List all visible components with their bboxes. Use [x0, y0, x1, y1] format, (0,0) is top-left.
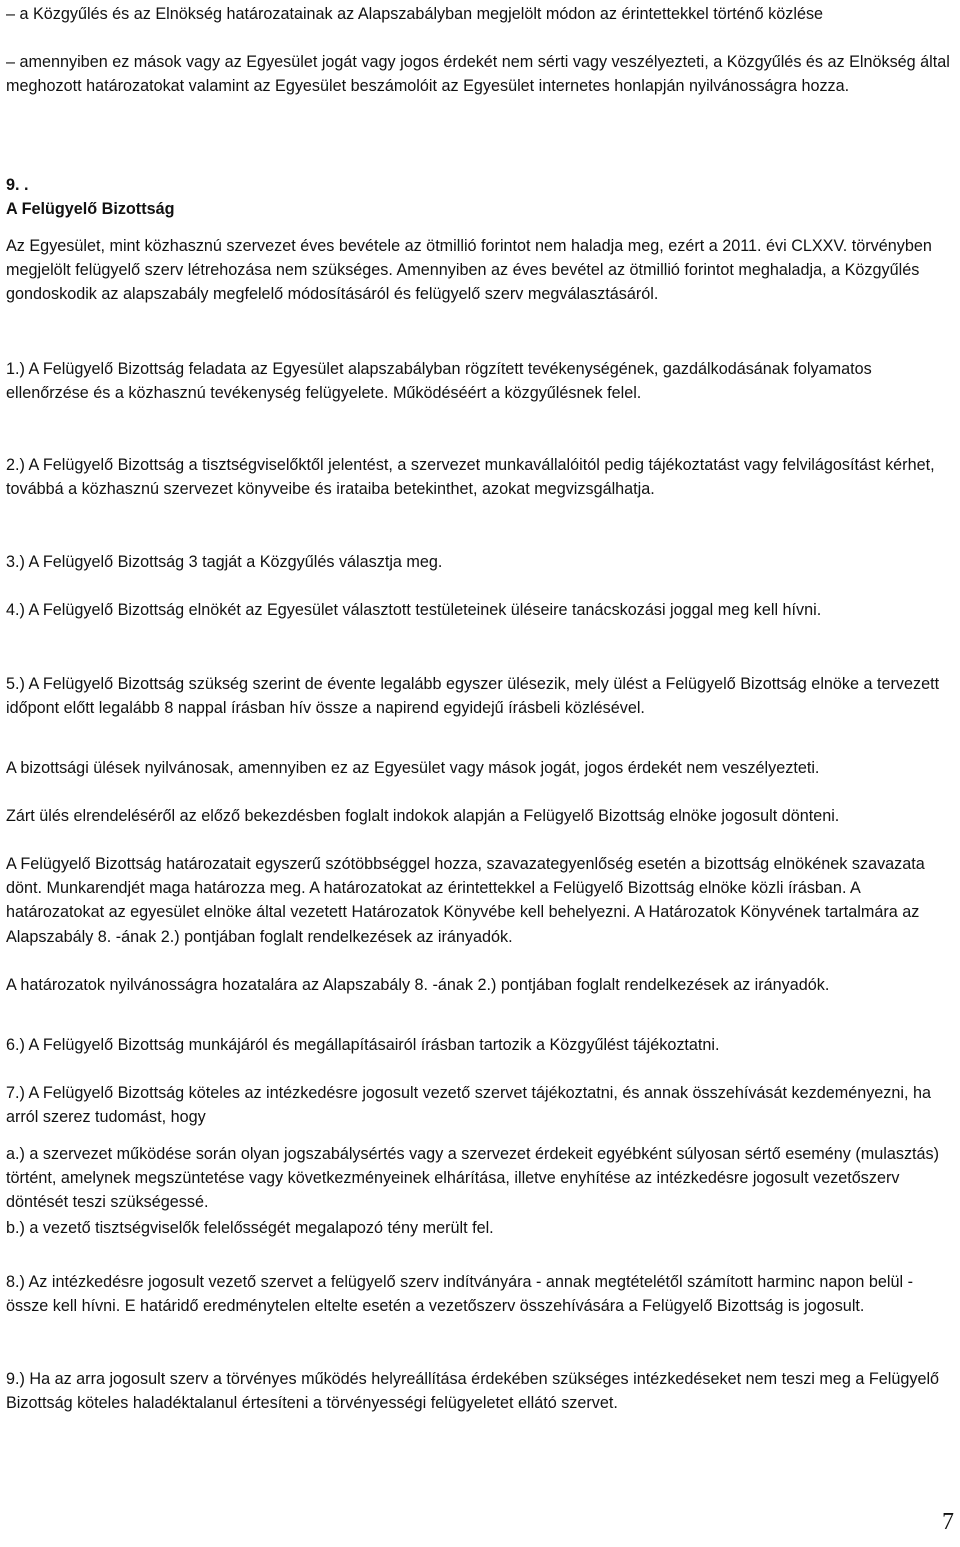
- paragraph-3: 3.) A Felügyelő Bizottság 3 tagját a Közgyűlés választja meg.: [6, 553, 443, 571]
- paragraph-2: 2.) A Felügyelő Bizottság a tisztségviselőktől jelentést, a szervezet munkavállalóitól pedig tájékoztatást vagy felvilágosítást kérhet, továbbá a közhasznú szervezet könyveibe és irataiba betekinthet, azokat megvizsgálhatja.: [6, 456, 935, 499]
- intro-paragraph: Az Egyesület, mint közhasznú szervezet éves bevétele az ötmillió forintot nem haladja meg, ezért a 2011. évi CLXXV. törvényben megjelölt felügyelő szerv létrehozása nem szükséges. Amennyiben az éves bevétel az ötmillió forintot meghaladja, a Közgyűlés gondoskodik az alapszabály megfelelő módosításáról és felügyelő szerv megválasztásáról.: [6, 237, 932, 304]
- page-number: 7: [942, 1509, 954, 1535]
- paragraph-7a: a.) a szervezet működése során olyan jogszabálysértés vagy a szervezet érdekeit egyébként súlyosan sértő esemény (mulasztás) történt, amelynek megszüntetése vagy következményeinek elhárítása, illetve enyhítése az intézkedésre jogosult vezetőszerv döntését teszi szükségessé.: [6, 1145, 940, 1212]
- section-number: 9. .: [6, 176, 29, 194]
- paragraph-5b: Zárt ülés elrendeléséről az előző bekezdésben foglalt indokok alapján a Felügyelő Bizottság elnöke jogosult dönteni.: [6, 807, 840, 825]
- section-title: A Felügyelő Bizottság: [6, 200, 175, 218]
- paragraph-4: 4.) A Felügyelő Bizottság elnökét az Egyesület választott testületeinek üléseire tanácskozási joggal meg kell hívni.: [6, 601, 822, 619]
- paragraph-1: 1.) A Felügyelő Bizottság feladata az Egyesület alapszabályban rögzített tevékenységének, gazdálkodásának folyamatos ellenőrzése és a közhasznú tevékenység felügyelete. Működéséért a közgyűlésnek felel.: [6, 360, 872, 403]
- paragraph-6: 6.) A Felügyelő Bizottság munkájáról és megállapításairól írásban tartozik a Közgyűlést tájékoztatni.: [6, 1036, 720, 1054]
- paragraph-5c: A Felügyelő Bizottság határozatait egyszerű szótöbbséggel hozza, szavazategyenlőség esetén a bizottság elnökének szavazata dönt. Munkarendjét maga határozza meg. A határozatokat az érintettekkel a Felügyelő Bizottság elnöke közli írásban. A határozatokat az egyesület elnöke által vezetett Határozatok Könyvébe kell behelyezni. A Határozatok Könyvének tartalmára az Alapszabály 8. -ának 2.) pontjában foglalt rendelkezések az irányadók.: [6, 855, 925, 946]
- paragraph-7b: b.) a vezető tisztségviselők felelősségét megalapozó tény merült fel.: [6, 1219, 494, 1237]
- paragraph-9: 9.) Ha az arra jogosult szerv a törvényes működés helyreállítása érdekében szükséges intézkedéseket nem teszi meg a Felügyelő Bizottság köteles haladéktalanul értesíteni a törvényességi felügyeletet ellátó szervet.: [6, 1370, 940, 1413]
- paragraph-7: 7.) A Felügyelő Bizottság köteles az intézkedésre jogosult vezető szervet tájékoztatni, és annak összehívását kezdeményezni, ha arról szerez tudomást, hogy: [6, 1084, 932, 1127]
- paragraph-8: 8.) Az intézkedésre jogosult vezető szervet a felügyelő szerv indítványára - annak megtételétől számított harminc napon belül - össze kell hívni. E határidő eredménytelen eltelte esetén a vezetőszerv összehívására a Felügyelő Bizottság is jogosult.: [6, 1273, 913, 1316]
- paragraph-5a: A bizottsági ülések nyilvánosak, amennyiben ez az Egyesület vagy mások jogát, jogos érdekét nem veszélyezteti.: [6, 759, 820, 777]
- top-item-website: – amennyiben ez mások vagy az Egyesület jogát vagy jogos érdekét nem sérti vagy veszélyezteti, a Közgyűlés és az Elnökség által meghozott határozatokat valamint az Egyesület beszámolóit az Egyesület internetes honlapján nyilvánosságra hozza.: [6, 53, 950, 96]
- paragraph-5d: A határozatok nyilvánosságra hozatalára az Alapszabály 8. -ának 2.) pontjában foglalt rendelkezések az irányadók.: [6, 976, 830, 994]
- paragraph-5: 5.) A Felügyelő Bizottság szükség szerint de évente legalább egyszer ülésezik, mely ülést a Felügyelő Bizottság elnöke a tervezett időpont előtt legalább 8 nappal írásban hív össze a napirend egyidejű írásbeli közlésével.: [6, 675, 940, 718]
- top-item-publication: – a Közgyűlés és az Elnökség határozatainak az Alapszabályban megjelölt módon az érintettekkel történő közlése: [6, 5, 824, 23]
